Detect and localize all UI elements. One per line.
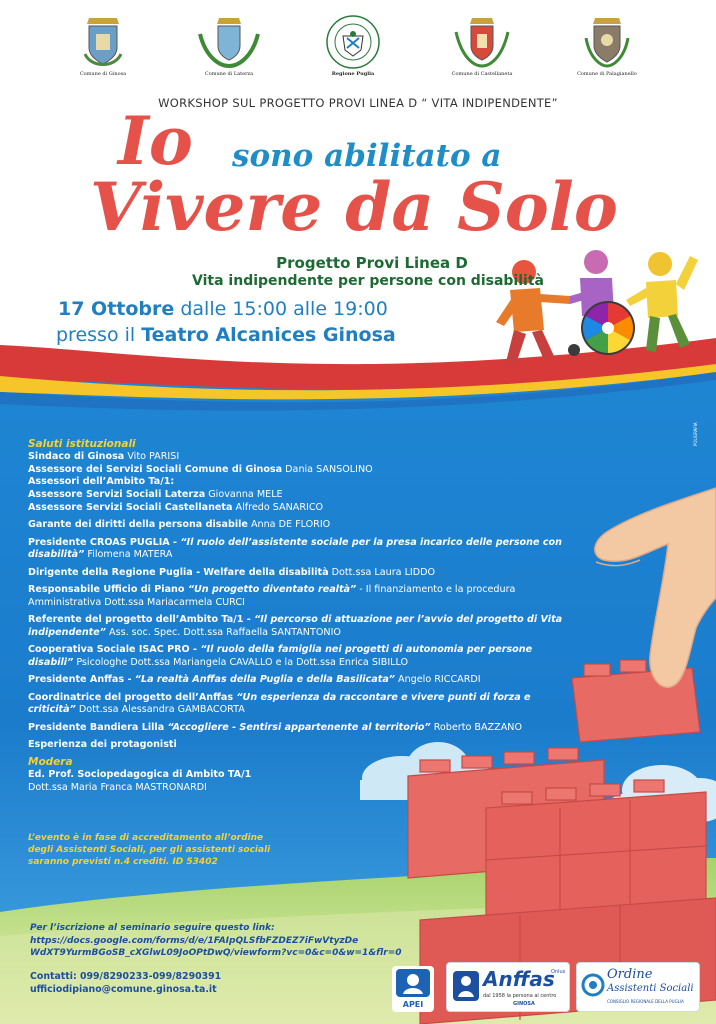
program-role: Assessore Servizi Sociali Laterza: [28, 489, 206, 501]
registration-info: [30, 922, 410, 960]
palagianello-crest-icon: [582, 14, 632, 70]
program-item: [28, 722, 568, 735]
event-date: [58, 298, 388, 320]
program-role: Responsabile Ufficio di Piano: [28, 583, 188, 595]
event-time: dalle 15:00 alle 19:00: [174, 298, 388, 320]
apei-label: APEI: [402, 1000, 424, 1009]
program-item: [28, 674, 568, 687]
program-speaker: Roberto BAZZANO: [430, 721, 522, 733]
apei-icon: [392, 966, 434, 1000]
laterza-crest-icon: [194, 14, 264, 70]
registration-intro: Per l’iscrizione al seminario seguire questo link:: [30, 923, 275, 933]
program-speaker: - Il finanziamento e la procedura Amministrativa Dott.ssa Mariacarmela CURCI: [28, 583, 516, 608]
program-item: [28, 537, 568, 563]
program-list: [28, 438, 568, 795]
section-saluti: Saluti istituzionali: [28, 438, 136, 450]
crest-ginosa: [68, 14, 138, 77]
subtitle-project: Progetto Provi Linea D: [276, 254, 468, 272]
program-item: [28, 502, 568, 515]
ordine-assistenti-logo: [576, 962, 700, 1012]
crest-palagianello: [572, 14, 642, 77]
anffas-onlus: Onlus: [551, 969, 566, 975]
anffas-name: Anffas: [483, 967, 555, 991]
program-item: [28, 451, 568, 464]
castellaneta-crest-icon: [452, 14, 512, 70]
program-speaker: Alfredo SANARICO: [232, 501, 324, 513]
section-modera: Modera: [28, 756, 73, 769]
program-talk-title: “Accogliere - Sentirsi appartenente al territorio”: [167, 721, 431, 733]
event-date-bold: 17 Ottobre: [58, 298, 175, 320]
program-role: Assessore Servizi Sociali Castellaneta: [28, 501, 233, 513]
program-talk-title: “Il ruolo dell’assistente sociale per la presa incarico delle persone con disabilità”: [28, 536, 562, 561]
program-item: [28, 614, 568, 640]
program-talk-title: “Il ruolo della famiglia nei progetti di autonomia per persone disabili”: [28, 644, 533, 668]
ordine-line-3: CONSIGLIO REGIONALE DELLA PUGLIA: [607, 999, 684, 1004]
program-item: [28, 489, 568, 502]
program-role: Garante dei diritti della persona disabile: [28, 519, 248, 531]
program-speaker: Ass. soc. Spec. Dott.ssa Raffaella SANTANTONIO: [105, 626, 341, 638]
crest-label: Comune di Ginosa: [79, 71, 127, 77]
title-sono-abilitato: sono abilitato a: [232, 138, 502, 174]
anffas-logo: [446, 962, 570, 1012]
crest-label: Comune di Laterza: [204, 71, 254, 77]
program-item: [28, 476, 568, 489]
ordine-emblem-icon: [581, 973, 605, 997]
moderator-role: Ed. Prof. Sociopedagogica di Ambito TA/1: [28, 769, 252, 781]
apei-logo: [392, 966, 434, 1012]
contact-phone: Contatti: 099/8290233-099/8290391: [30, 971, 222, 982]
crest-laterza: [194, 14, 264, 77]
program-talk-title: “La realtà Anffas della Puglia e della Basilicata”: [134, 674, 395, 686]
program-item: [28, 644, 568, 670]
program-role: Cooperativa Sociale ISAC PRO -: [28, 644, 201, 656]
registration-link[interactable]: https://docs.google.com/forms/d/e/1FAIpQLSfbFZDEZ7iFwVtyzDe: [30, 935, 359, 946]
program-role: Referente del progetto dell’Ambito Ta/1 -: [28, 614, 255, 626]
program-item: [28, 464, 568, 477]
crest-asl: [318, 14, 388, 77]
contact-email[interactable]: ufficiodipiano@comune.ginosa.ta.it: [30, 984, 217, 995]
crest-label: Comune di Palagianello: [577, 71, 637, 77]
program-speaker: Vito PARISI: [124, 450, 180, 462]
program-speaker: Dott.ssa Laura LIDDO: [328, 566, 436, 578]
program-item: [28, 739, 568, 752]
ordine-line-2: Assistenti Sociali: [607, 983, 694, 994]
program-talk-title: “Un esperienza da raccontare e vivere punti di forza e criticità”: [28, 691, 531, 716]
moderator-name: Dott.ssa Maria Franca MASTRONARDI: [28, 781, 208, 793]
accreditation-note: L’evento è in fase di accreditamento all’ordine degli Assistenti Sociali, per gli assistenti sociali saranno previsti n.4 crediti. ID 53402: [28, 833, 271, 867]
program-talk-title: “Il percorso di attuazione per l’avvio del progetto di Vita indipendente”: [28, 614, 563, 638]
program-item: [28, 692, 568, 718]
venue-name: Teatro Alcanices Ginosa: [141, 324, 396, 346]
subtitle-description: Vita indipendente per persone con disabilità: [192, 273, 544, 289]
crest-label: Comune di Castellaneta: [451, 71, 513, 77]
crest-label: Regione Puglia: [331, 71, 375, 77]
anffas-tagline: dal 1958 la persona al centro: [483, 993, 557, 999]
event-venue: [56, 324, 396, 346]
program-speaker: Anna DE FLORIO: [247, 519, 331, 531]
program-speaker: Dania SANSOLINO: [282, 463, 373, 475]
anffas-emblem-icon: [451, 969, 481, 1003]
anffas-city: GINOSA: [513, 1001, 535, 1007]
workshop-heading: WORKSHOP SUL PROGETTO PROVI LINEA D “ VITA INDIPENDENTE”: [158, 96, 558, 110]
ginosa-crest-icon: [81, 14, 125, 70]
program-role: Dirigente della Regione Puglia - Welfare della disabilità: [28, 566, 329, 578]
program-speaker: Filomena MATERA: [84, 549, 173, 561]
program-role: Assessore dei Servizi Sociali Comune di Ginosa: [28, 463, 283, 475]
crest-castellaneta: [447, 14, 517, 77]
program-item: [28, 519, 568, 532]
program-speaker: Dott.ssa Alessandra GAMBACORTA: [75, 704, 245, 716]
program-speaker: Giovanna MELE: [205, 489, 283, 501]
side-credit: POLIGRAFIA: [693, 422, 698, 446]
title-vivere-da-solo: Vivere da Solo: [90, 168, 618, 246]
program-role: Presidente Anffas -: [28, 674, 135, 686]
contacts: [30, 970, 221, 996]
program-role: Coordinatrice del progetto dell’Anffas: [28, 691, 237, 703]
ordine-line-1: Ordine: [607, 967, 653, 982]
program-item: [28, 567, 568, 580]
title-io: Io: [118, 102, 193, 180]
asl-taranto-logo-icon: [321, 14, 385, 70]
venue-prefix: presso il: [56, 324, 142, 346]
program-role: Esperienza dei protagonisti: [28, 738, 177, 750]
program-speaker: Angelo RICCARDI: [394, 674, 481, 686]
program-role: Presidente Bandiera Lilla: [28, 721, 168, 733]
program-role: Presidente CROAS PUGLIA -: [28, 536, 181, 548]
registration-link-cont[interactable]: WdXT9YurmBGoSB_cXGlwL09JoOPtDwQ/viewform?vc=0&c=0&w=1&flr=0: [30, 948, 402, 958]
program-item: [28, 584, 568, 610]
program-role: Assessori dell’Ambito Ta/1:: [28, 476, 175, 488]
program-talk-title: “Un progetto diventato realtà”: [187, 583, 357, 595]
program-speaker: Psicologhe Dott.ssa Mariangela CAVALLO e la Dott.ssa Enrica SIBILLO: [73, 656, 409, 668]
program-role: Sindaco di Ginosa: [28, 450, 125, 462]
